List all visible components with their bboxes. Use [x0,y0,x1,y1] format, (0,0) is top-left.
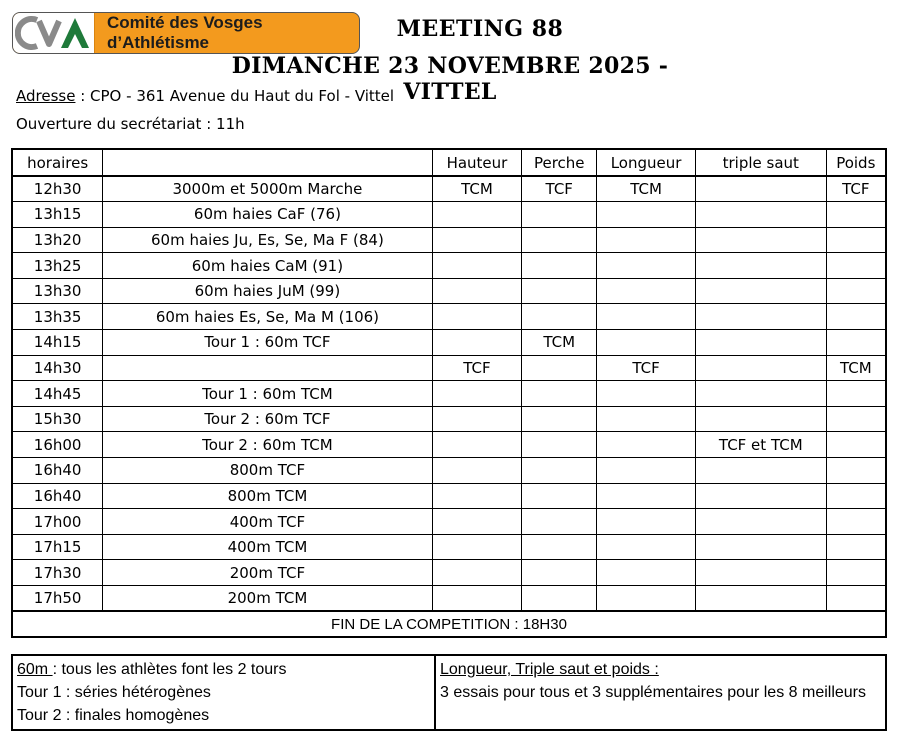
meeting-title: MEETING 88 [396,16,564,42]
hauteur-cell: TCF [432,355,522,381]
event-cell [103,355,432,381]
schedule-row [12,202,886,228]
address-value: : CPO - 361 Avenue du Haut du Fol - Vittel [75,87,395,105]
address-label: Adresse [16,87,76,105]
schedule-header-row [12,149,886,176]
triple-saut-cell [695,304,826,330]
perche-cell [522,304,597,330]
secretariat-opening: Ouverture du secrétariat : 11h [16,115,245,133]
schedule-row [12,253,886,279]
hauteur-cell [432,381,522,407]
poids-cell: TCF [826,176,886,202]
poids-cell [826,278,886,304]
time-cell: 16h40 [12,458,103,484]
perche-cell [522,278,597,304]
schedule-row [12,304,886,330]
time-cell: 13h30 [12,278,103,304]
triple-saut-cell [695,534,826,560]
schedule-row [12,355,886,381]
header-horaires: horaires [12,149,103,176]
poids-cell [826,304,886,330]
hauteur-cell [432,458,522,484]
schedule-row [12,560,886,586]
time-cell: 13h35 [12,304,103,330]
time-cell: 17h30 [12,560,103,586]
event-cell: Tour 1 : 60m TCF [103,330,432,356]
header-poids: Poids [826,149,886,176]
schedule-row [12,381,886,407]
triple-saut-cell [695,560,826,586]
notes-tour1: Tour 1 : séries hétérogènes [17,684,211,701]
schedule-row [12,509,886,535]
longueur-cell [597,406,696,432]
notes-box [11,654,887,731]
triple-saut-cell [695,586,826,612]
longueur-cell [597,278,696,304]
event-cell: 60m haies CaF (76) [103,202,432,228]
poids-cell: TCM [826,355,886,381]
time-cell: 17h50 [12,586,103,612]
longueur-cell [597,253,696,279]
poids-cell [826,534,886,560]
poids-cell [826,432,886,458]
perche-cell [522,560,597,586]
hauteur-cell [432,560,522,586]
time-cell: 13h15 [12,202,103,228]
event-cell: 200m TCM [103,586,432,612]
triple-saut-cell [695,253,826,279]
longueur-cell [597,202,696,228]
time-cell: 14h45 [12,381,103,407]
time-cell: 16h40 [12,483,103,509]
poids-cell [826,381,886,407]
schedule-row [12,483,886,509]
triple-saut-cell [695,509,826,535]
poids-cell [826,509,886,535]
longueur-cell [597,509,696,535]
schedule-row [12,534,886,560]
event-cell: Tour 2 : 60m TCF [103,406,432,432]
triple-saut-cell [695,381,826,407]
header-perche: Perche [522,149,597,176]
time-cell: 13h25 [12,253,103,279]
hauteur-cell [432,406,522,432]
longueur-cell [597,483,696,509]
schedule-row [12,406,886,432]
meeting-date-location: DIMANCHE 23 NOVEMBRE 2025 - VITTEL [231,53,669,105]
perche-cell [522,483,597,509]
longueur-cell [597,432,696,458]
cva-emblem-icon [15,14,93,52]
hauteur-cell [432,432,522,458]
hauteur-cell [432,509,522,535]
event-cell: Tour 2 : 60m TCM [103,432,432,458]
schedule-table [11,148,887,638]
longueur-cell [597,586,696,612]
triple-saut-cell [695,227,826,253]
triple-saut-cell [695,176,826,202]
longueur-cell [597,227,696,253]
poids-cell [826,330,886,356]
event-cell: 200m TCF [103,560,432,586]
hauteur-cell [432,534,522,560]
perche-cell [522,458,597,484]
committee-logo [12,12,360,54]
triple-saut-cell [695,355,826,381]
header-events [103,149,432,176]
event-cell: 60m haies Ju, Es, Se, Ma F (84) [103,227,432,253]
perche-cell [522,586,597,612]
hauteur-cell [432,202,522,228]
triple-saut-cell: TCF et TCM [695,432,826,458]
poids-cell [826,406,886,432]
event-cell: 60m haies Es, Se, Ma M (106) [103,304,432,330]
cva-logo-mark [13,13,95,53]
event-cell: 800m TCM [103,483,432,509]
notes-tour2: Tour 2 : finales homogènes [17,707,210,724]
longueur-cell [597,381,696,407]
longueur-cell: TCM [597,176,696,202]
poids-cell [826,202,886,228]
triple-saut-cell [695,202,826,228]
triple-saut-cell [695,330,826,356]
hauteur-cell: TCM [432,176,522,202]
longueur-cell [597,534,696,560]
event-cell: 60m haies JuM (99) [103,278,432,304]
schedule-row [12,227,886,253]
longueur-cell: TCF [597,355,696,381]
event-cell: 3000m et 5000m Marche [103,176,432,202]
longueur-cell [597,458,696,484]
poids-cell [826,483,886,509]
hauteur-cell [432,586,522,612]
hauteur-cell [432,483,522,509]
time-cell: 12h30 [12,176,103,202]
poids-cell [826,458,886,484]
hauteur-cell [432,227,522,253]
triple-saut-cell [695,483,826,509]
schedule-row [12,432,886,458]
perche-cell: TCM [522,330,597,356]
longueur-cell [597,330,696,356]
time-cell: 17h00 [12,509,103,535]
hauteur-cell [432,253,522,279]
perche-cell [522,509,597,535]
poids-cell [826,586,886,612]
poids-cell [826,227,886,253]
notes-60m-label: 60m [17,661,53,678]
schedule-row [12,586,886,612]
event-cell: 400m TCM [103,534,432,560]
triple-saut-cell [695,458,826,484]
perche-cell [522,381,597,407]
hauteur-cell [432,330,522,356]
poids-cell [826,560,886,586]
time-cell: 17h15 [12,534,103,560]
schedule-row [12,278,886,304]
longueur-cell [597,304,696,330]
schedule-footer-row [12,611,886,637]
notes-jumps-body: 3 essais pour tous et 3 supplémentaires pour les 8 meilleurs [440,684,866,701]
notes-sprint [12,655,435,730]
schedule-row [12,330,886,356]
longueur-cell [597,560,696,586]
notes-jumps-title: Longueur, Triple saut et poids : [440,661,659,678]
notes-jumps-throws [435,655,886,730]
perche-cell [522,202,597,228]
notes-60m-text: : tous les athlètes font les 2 tours [52,661,287,678]
event-cell: 400m TCF [103,509,432,535]
perche-cell [522,406,597,432]
time-cell: 15h30 [12,406,103,432]
schedule-row [12,458,886,484]
header-longueur: Longueur [597,149,696,176]
triple-saut-cell [695,278,826,304]
perche-cell [522,534,597,560]
perche-cell: TCF [522,176,597,202]
time-cell: 16h00 [12,432,103,458]
perche-cell [522,253,597,279]
event-cell: 60m haies CaM (91) [103,253,432,279]
time-cell: 14h15 [12,330,103,356]
header-triple-saut: triple saut [695,149,826,176]
event-cell: 800m TCF [103,458,432,484]
perche-cell [522,227,597,253]
time-cell: 14h30 [12,355,103,381]
perche-cell [522,355,597,381]
hauteur-cell [432,304,522,330]
triple-saut-cell [695,406,826,432]
perche-cell [522,432,597,458]
hauteur-cell [432,278,522,304]
logo-text: Comité des Vosges d’Athlétisme [107,13,263,52]
header-hauteur: Hauteur [432,149,522,176]
event-cell: Tour 1 : 60m TCM [103,381,432,407]
competition-end: FIN DE LA COMPETITION : 18H30 [12,611,886,637]
poids-cell [826,253,886,279]
address-line [16,87,394,105]
time-cell: 13h20 [12,227,103,253]
schedule-row [12,176,886,202]
